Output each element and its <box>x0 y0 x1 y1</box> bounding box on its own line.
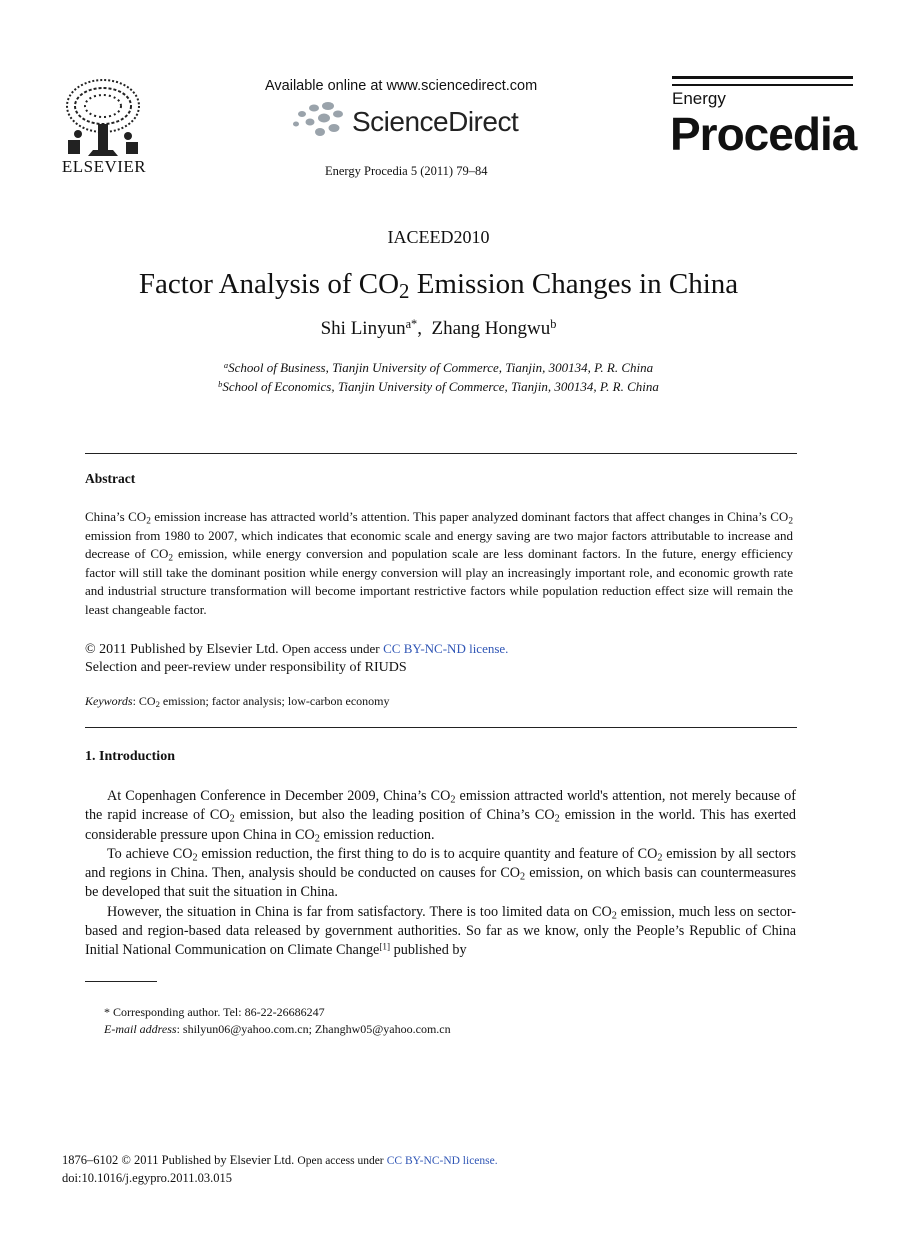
open-access-text: Open access under <box>282 641 380 656</box>
title-text: Factor Analysis of CO <box>138 268 400 300</box>
keywords-line <box>85 694 390 709</box>
sciencedirect-dots-icon <box>292 100 352 142</box>
elsevier-wordmark: ELSEVIER <box>61 157 147 176</box>
title-subscript: 2 <box>399 279 410 304</box>
author-separator: , <box>417 318 432 339</box>
abstract-text: China’s CO <box>85 509 147 524</box>
footer-license-link[interactable]: CC BY-NC-ND license. <box>386 1155 498 1167</box>
copyright-line <box>85 641 508 658</box>
available-online-text: Available online at www.sciencedirect.com <box>265 78 538 94</box>
title-text-end: Emission Changes in China <box>409 268 739 300</box>
author-list <box>0 318 877 340</box>
author-1: Shi Linyun <box>320 318 406 339</box>
affiliation-b <box>0 379 877 395</box>
affiliation-a <box>0 360 877 376</box>
email-note <box>104 1022 451 1037</box>
sciencedirect-wordmark: ScienceDirect <box>352 106 519 137</box>
author-1-mark: a* <box>405 316 418 331</box>
email-value: : shilyun06@yahoo.com.cn; Zhanghw05@yahoo.com.cn <box>176 1022 451 1036</box>
author-2: Zhang Hongwu <box>431 318 551 339</box>
introduction-heading: 1. Introduction <box>85 749 175 764</box>
abstract-heading: Abstract <box>85 471 136 486</box>
introduction-body <box>85 787 796 961</box>
corresponding-author-note: * Corresponding author. Tel: 86-22-26686247 <box>104 1005 325 1019</box>
keywords-text: CO <box>138 694 156 708</box>
co2-subscript: 2 <box>168 553 174 564</box>
keywords-label: Keywords <box>85 694 133 708</box>
co2-subscript: 2 <box>788 516 793 527</box>
abstract-text: emission, while energy conversion and population scale are less dominant factors. In the future, energy efficiency factor will still take the dominant position while energy conversion will play an increasingly important role, and economic growth rate and industrial structure transformation will become important restrictive factors while population reduction effect size will remain the least changeable factor. <box>85 546 793 617</box>
conference-name: IACEED2010 <box>387 227 490 247</box>
paper-title <box>0 268 877 304</box>
footnote-rule <box>85 981 157 982</box>
keywords-text-end: emission; factor analysis; low-carbon economy <box>159 694 390 708</box>
affiliation-b-text: School of Economics, Tianjin University of Commerce, Tianjin, 300134, P. R. China <box>222 379 659 394</box>
license-link[interactable]: CC BY-NC-ND license. <box>383 641 509 656</box>
email-label: E-mail address <box>104 1022 177 1036</box>
co2-subscript: 2 <box>155 699 160 710</box>
intro-paragraph-2: To achieve $CO_2$ emission reduction, the first thing to do is to acquire quantity and feature of $CO_2$ emission by all sectors and regions in China. Then, analysis should be conducted on causes for $CO_2$ emission, on which basis can countermeasures be developed that suit the situation in China. <box>85 845 796 901</box>
abstract-top-rule <box>85 453 797 454</box>
co2-subscript: 2 <box>146 516 151 527</box>
affiliation-a-mark: a <box>223 359 229 370</box>
open-access-text: Open access under <box>297 1155 384 1167</box>
citation-ref[interactable]: [1] <box>379 941 391 952</box>
abstract-text: emission from 1980 to 2007, which indicates that economic scale and energy saving are two major factors attributable to increase and decrease of CO <box>85 527 793 562</box>
abstract-body <box>85 508 793 620</box>
issn-text: 1876–6102 © 2011 Published by Elsevier Ltd. <box>62 1153 295 1167</box>
affiliation-a-text: School of Business, Tianjin University of Commerce, Tianjin, 300134, P. R. China <box>228 360 654 375</box>
issn-line <box>62 1153 498 1168</box>
intro-paragraph-3: However, the situation in China is far from satisfactory. There is too limited data on $CO_2$ emission, much less on sector-based and region-based data released by government authorities. So far as we know, only the People’s Republic of China Initial National Communication on Climate Change[1] published by <box>85 903 796 959</box>
keywords-colon: : <box>132 694 139 708</box>
doi-line[interactable]: doi:10.1016/j.egypro.2011.03.015 <box>62 1171 233 1185</box>
journal-reference: Energy Procedia 5 (2011) 79–84 <box>325 164 488 178</box>
journal-name-large: Procedia <box>670 108 857 160</box>
copyright-text: © 2011 Published by Elsevier Ltd. <box>85 642 279 657</box>
selection-statement: Selection and peer-review under responsibility of RIUDS <box>85 660 407 675</box>
procedia-second-rule <box>672 84 853 86</box>
abstract-text: emission increase has attracted world’s attention. This paper analyzed dominant factors that affect changes in China’s CO <box>150 509 789 524</box>
procedia-top-rule <box>672 76 853 79</box>
journal-name-small: Energy <box>672 89 726 108</box>
author-2-mark: b <box>550 316 557 331</box>
intro-paragraph-1: At Copenhagen Conference in December 2009, China’s $CO_2$ emission attracted world's attention, not merely because of the rapid increase of $CO_2$ emission, but also the leading position of China’s $CO_2$ emission in the world. This has exerted considerable pressure upon China in $CO_2$ emission reduction. <box>85 788 797 845</box>
abstract-bottom-rule <box>85 727 797 728</box>
affiliation-b-mark: b <box>218 378 223 389</box>
